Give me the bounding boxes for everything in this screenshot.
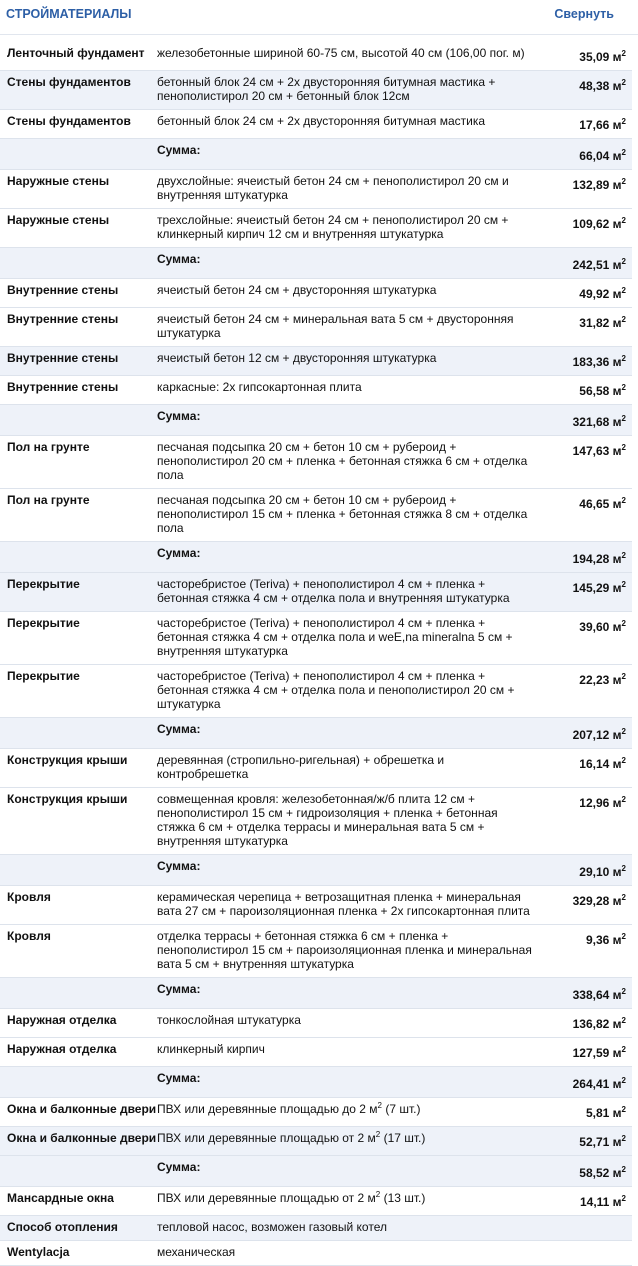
sum-value	[538, 855, 632, 886]
unit-exponent: 2	[621, 1016, 626, 1025]
unit-exponent: 2	[621, 795, 626, 804]
row-area-value	[538, 1127, 632, 1156]
area-value-text: 35,09 м	[579, 50, 622, 64]
row-description	[157, 1009, 538, 1038]
row-description	[157, 1187, 538, 1216]
description-text: песчаная подсыпка 20 см + бетон 10 см + рубероид + пенополистирол 20 см + пленка + бетонная стяжка 6 см + отделка пола	[157, 440, 528, 482]
row-area-value	[538, 489, 632, 542]
table-row	[0, 612, 632, 665]
description-text: Сумма:	[157, 409, 201, 423]
unit-exponent: 2	[621, 257, 626, 266]
row-description	[157, 436, 538, 489]
row-description	[157, 170, 538, 209]
description-text: Сумма:	[157, 546, 201, 560]
materials-table	[0, 42, 632, 1266]
unit-exponent: 2	[621, 216, 626, 225]
row-category: Ленточный фундамент	[0, 42, 157, 71]
sum-label	[157, 978, 538, 1009]
sum-value	[538, 1067, 632, 1098]
row-category: Окна и балконные двери	[0, 1098, 157, 1127]
area-value-text: 321,68 м	[572, 415, 622, 429]
row-area-value	[538, 209, 632, 248]
row-area-value	[538, 749, 632, 788]
sum-value	[538, 1156, 632, 1187]
row-category: Конструкция крыши	[0, 749, 157, 788]
unit-exponent: 2	[621, 354, 626, 363]
table-row	[0, 788, 632, 855]
row-category: Внутренние стены	[0, 347, 157, 376]
unit-exponent: 2	[621, 932, 626, 941]
table-row	[0, 886, 632, 925]
unit-exponent: 2	[621, 148, 626, 157]
row-area-value	[538, 573, 632, 612]
table-row	[0, 71, 632, 110]
sum-row	[0, 1156, 632, 1187]
row-category: Внутренние стены	[0, 376, 157, 405]
description-text: песчаная подсыпка 20 см + бетон 10 см + рубероид + пенополистирол 15 см + пленка + бетонная стяжка 8 см + отделка пола	[157, 493, 528, 535]
sum-row	[0, 1067, 632, 1098]
unit-exponent: 2	[621, 1076, 626, 1085]
row-category: Кровля	[0, 886, 157, 925]
table-row	[0, 42, 632, 71]
row-category: Перекрытие	[0, 665, 157, 718]
row-category	[0, 405, 157, 436]
table-row	[0, 1038, 632, 1067]
row-category: Внутренние стены	[0, 308, 157, 347]
unit-exponent: 2	[621, 414, 626, 423]
area-value-text: 264,41 м	[572, 1077, 622, 1091]
area-value-text: 52,71 м	[579, 1135, 622, 1149]
description-text: бетонный блок 24 см + 2х двусторонняя битумная мастика + пенополистирол 20 см + бетонный блок 12см	[157, 75, 496, 103]
row-category: Наружная отделка	[0, 1038, 157, 1067]
unit-exponent: 2	[621, 49, 626, 58]
row-description	[157, 1098, 538, 1127]
area-value-text: 58,52 м	[579, 1166, 622, 1180]
area-value-text: 49,92 м	[579, 287, 622, 301]
table-row	[0, 1187, 632, 1216]
description-text: бетонный блок 24 см + 2х двусторонняя битумная мастика	[157, 114, 486, 128]
table-row	[0, 1009, 632, 1038]
row-category: Внутренние стены	[0, 279, 157, 308]
description-text: ПВХ или деревянные площадью до 2 м	[157, 1102, 378, 1116]
table-row	[0, 1127, 632, 1156]
row-area-value	[538, 886, 632, 925]
description-text: железобетонные шириной 60-75 см, высотой 40 см (106,00 пог. м)	[157, 46, 525, 60]
description-text: ячеистый бетон 24 см + минеральная вата 5 см + двусторонняя штукатурка	[157, 312, 514, 340]
description-count: (13 шт.)	[380, 1191, 426, 1205]
row-category: Стены фундаментов	[0, 71, 157, 110]
description-text: механическая	[157, 1245, 236, 1259]
row-category: Стены фундаментов	[0, 110, 157, 139]
unit-exponent: 2	[621, 1045, 626, 1054]
sum-label	[157, 1156, 538, 1187]
row-area-value	[538, 665, 632, 718]
description-text: ячеистый бетон 12 см + двусторонняя штукатурка	[157, 351, 437, 365]
area-value-text: 14,11 м	[579, 1195, 622, 1209]
description-count: (17 шт.)	[380, 1131, 426, 1145]
sum-value	[538, 248, 632, 279]
sum-row	[0, 855, 632, 886]
area-value-text: 66,04 м	[579, 149, 622, 163]
unit-exponent: 2	[621, 672, 626, 681]
collapse-link[interactable]: Свернуть	[554, 7, 614, 21]
row-description	[157, 886, 538, 925]
row-area-value	[538, 1241, 632, 1266]
description-text: ПВХ или деревянные площадью от 2 м	[157, 1131, 376, 1145]
row-description	[157, 110, 538, 139]
row-category: Конструкция крыши	[0, 788, 157, 855]
unit-exponent: 2	[621, 383, 626, 392]
row-description	[157, 347, 538, 376]
unit-exponent: 2	[621, 286, 626, 295]
unit-exponent: 2	[621, 117, 626, 126]
table-row	[0, 925, 632, 978]
row-area-value	[538, 279, 632, 308]
row-category: Наружные стены	[0, 209, 157, 248]
row-category: Пол на грунте	[0, 436, 157, 489]
table-row	[0, 573, 632, 612]
sum-value	[538, 718, 632, 749]
unit-exponent: 2	[621, 756, 626, 765]
description-text: деревянная (стропильно-ригельная) + обрешетка и контробрешетка	[157, 753, 445, 781]
area-value-text: 145,29 м	[572, 581, 622, 595]
unit-exponent: 2	[621, 315, 626, 324]
area-value-text: 46,65 м	[579, 497, 622, 511]
row-category: Wentylacja	[0, 1241, 157, 1266]
sum-row	[0, 718, 632, 749]
sum-value	[538, 978, 632, 1009]
description-text: тепловой насос, возможен газовый котел	[157, 1220, 387, 1234]
area-value-text: 127,59 м	[572, 1046, 622, 1060]
row-area-value	[538, 110, 632, 139]
row-area-value	[538, 925, 632, 978]
row-area-value	[538, 170, 632, 209]
sum-row	[0, 542, 632, 573]
area-value-text: 16,14 м	[579, 757, 622, 771]
row-category: Окна и балконные двери	[0, 1127, 157, 1156]
row-description	[157, 1216, 538, 1241]
row-area-value	[538, 1098, 632, 1127]
area-value-text: 12,96 м	[579, 796, 622, 810]
description-text: часторебристое (Teriva) + пенополистирол 4 см + пленка + бетонная стяжка 4 см + отделка пола и пенополистирол 20 см + штукатурка	[157, 669, 515, 711]
area-value-text: 338,64 м	[572, 988, 622, 1002]
row-category: Наружные стены	[0, 170, 157, 209]
row-category: Способ отопления	[0, 1216, 157, 1241]
description-text: отделка террасы + бетонная стяжка 6 см + пленка + пенополистирол 15 см + пароизоляционная пленка и минеральная вата 5 см + внутренняя штукатурка	[157, 929, 532, 971]
row-description	[157, 489, 538, 542]
description-exponent: 2	[375, 1130, 381, 1139]
unit-exponent: 2	[621, 496, 626, 505]
area-value-text: 9,36 м	[585, 933, 622, 947]
description-text: ПВХ или деревянные площадью от 2 м	[157, 1191, 376, 1205]
row-area-value	[538, 376, 632, 405]
description-text: керамическая черепица + ветрозащитная пленка + минеральная вата 27 см + пароизоляционная пленка + 2х гипсокартонная плита	[157, 890, 530, 918]
sum-value	[538, 139, 632, 170]
row-area-value	[538, 1038, 632, 1067]
row-description	[157, 42, 538, 71]
row-area-value	[538, 436, 632, 489]
area-value-text: 39,60 м	[579, 620, 622, 634]
row-category	[0, 248, 157, 279]
row-description	[157, 209, 538, 248]
area-value-text: 29,10 м	[579, 865, 622, 879]
table-row	[0, 749, 632, 788]
row-area-value	[538, 308, 632, 347]
row-category: Перекрытие	[0, 573, 157, 612]
description-text: Сумма:	[157, 1071, 201, 1085]
unit-exponent: 2	[621, 1194, 626, 1203]
table-row	[0, 279, 632, 308]
row-category: Кровля	[0, 925, 157, 978]
sum-row	[0, 978, 632, 1009]
table-row	[0, 436, 632, 489]
row-description	[157, 71, 538, 110]
row-description	[157, 749, 538, 788]
area-value-text: 31,82 м	[579, 316, 622, 330]
row-category	[0, 1156, 157, 1187]
description-text: Сумма:	[157, 982, 201, 996]
description-text: трехслойные: ячеистый бетон 24 см + пенополистирол 20 см + клинкерный кирпич 12 см и внутренняя штукатурка	[157, 213, 509, 241]
sum-value	[538, 542, 632, 573]
row-description	[157, 665, 538, 718]
description-exponent: 2	[375, 1190, 381, 1199]
section-title: СТРОЙМАТЕРИАЛЫ	[6, 7, 132, 21]
table-row	[0, 308, 632, 347]
row-description	[157, 612, 538, 665]
section-header	[0, 0, 638, 35]
description-text: каркасные: 2х гипсокартонная плита	[157, 380, 362, 394]
area-value-text: 194,28 м	[572, 552, 622, 566]
unit-exponent: 2	[621, 727, 626, 736]
description-text: двухслойные: ячеистый бетон 24 см + пенополистирол 20 см и внутренняя штукатурка	[157, 174, 509, 202]
table-row	[0, 1098, 632, 1127]
unit-exponent: 2	[621, 1134, 626, 1143]
area-value-text: 183,36 м	[572, 355, 622, 369]
area-value-text: 132,89 м	[572, 178, 622, 192]
description-text: Сумма:	[157, 143, 201, 157]
row-category	[0, 718, 157, 749]
description-exponent: 2	[377, 1101, 382, 1110]
description-text: тонкослойная штукатурка	[157, 1013, 301, 1027]
area-value-text: 5,81 м	[585, 1106, 622, 1120]
sum-label	[157, 718, 538, 749]
unit-exponent: 2	[621, 987, 626, 996]
row-description	[157, 279, 538, 308]
area-value-text: 109,62 м	[572, 217, 622, 231]
row-description	[157, 573, 538, 612]
sum-row	[0, 139, 632, 170]
area-value-text: 242,51 м	[572, 258, 622, 272]
unit-exponent: 2	[621, 1165, 626, 1174]
row-area-value	[538, 1216, 632, 1241]
description-text: Сумма:	[157, 1160, 201, 1174]
unit-exponent: 2	[621, 78, 626, 87]
row-description	[157, 1241, 538, 1266]
unit-exponent: 2	[621, 580, 626, 589]
description-text: Сумма:	[157, 859, 201, 873]
row-area-value	[538, 612, 632, 665]
sum-label	[157, 1067, 538, 1098]
area-value-text: 207,12 м	[572, 728, 622, 742]
description-text: ячеистый бетон 24 см + двусторонняя штукатурка	[157, 283, 437, 297]
row-category: Перекрытие	[0, 612, 157, 665]
unit-exponent: 2	[621, 1105, 626, 1114]
row-category	[0, 1067, 157, 1098]
unit-exponent: 2	[621, 864, 626, 873]
row-description	[157, 925, 538, 978]
sum-label	[157, 405, 538, 436]
table-row	[0, 489, 632, 542]
area-value-text: 17,66 м	[579, 118, 622, 132]
sum-label	[157, 542, 538, 573]
sum-label	[157, 855, 538, 886]
description-text: совмещенная кровля: железобетонная/ж/б плита 12 см + пенополистирол 15 см + гидроизоляция + пленка + бетонная стяжка 6 см + отделка террасы и минеральная вата 5 см + внутренняя штукатурка	[157, 792, 498, 848]
row-description	[157, 308, 538, 347]
sum-row	[0, 248, 632, 279]
table-row	[0, 376, 632, 405]
area-value-text: 48,38 м	[579, 79, 622, 93]
table-row	[0, 1241, 632, 1266]
row-description	[157, 1038, 538, 1067]
unit-exponent: 2	[621, 893, 626, 902]
area-value-text: 136,82 м	[572, 1017, 622, 1031]
sum-value	[538, 405, 632, 436]
row-area-value	[538, 1009, 632, 1038]
row-category	[0, 139, 157, 170]
row-category: Пол на грунте	[0, 489, 157, 542]
row-area-value	[538, 71, 632, 110]
row-category	[0, 978, 157, 1009]
row-area-value	[538, 788, 632, 855]
row-category: Мансардные окна	[0, 1187, 157, 1216]
description-text: Сумма:	[157, 252, 201, 266]
row-description	[157, 1127, 538, 1156]
description-text: Сумма:	[157, 722, 201, 736]
description-count: (7 шт.)	[382, 1102, 421, 1116]
unit-exponent: 2	[621, 177, 626, 186]
row-category	[0, 855, 157, 886]
row-category: Наружная отделка	[0, 1009, 157, 1038]
table-row	[0, 110, 632, 139]
table-row	[0, 1216, 632, 1241]
unit-exponent: 2	[621, 551, 626, 560]
table-row	[0, 347, 632, 376]
row-area-value	[538, 42, 632, 71]
table-row	[0, 665, 632, 718]
area-value-text: 56,58 м	[579, 384, 622, 398]
unit-exponent: 2	[621, 619, 626, 628]
table-row	[0, 209, 632, 248]
row-description	[157, 788, 538, 855]
area-value-text: 147,63 м	[572, 444, 622, 458]
row-category	[0, 542, 157, 573]
sum-row	[0, 405, 632, 436]
area-value-text: 329,28 м	[572, 894, 622, 908]
unit-exponent: 2	[621, 443, 626, 452]
row-area-value	[538, 1187, 632, 1216]
description-text: часторебристое (Teriva) + пенополистирол 4 см + пленка + бетонная стяжка 4 см + отделка пола и внутренняя штукатурка	[157, 577, 510, 605]
sum-label	[157, 248, 538, 279]
area-value-text: 22,23 м	[579, 673, 622, 687]
row-description	[157, 376, 538, 405]
table-row	[0, 170, 632, 209]
row-area-value	[538, 347, 632, 376]
description-text: клинкерный кирпич	[157, 1042, 265, 1056]
sum-label	[157, 139, 538, 170]
description-text: часторебристое (Teriva) + пенополистирол 4 см + пленка + бетонная стяжка 4 см + отделка пола и weE,na mineralna 5 см + внутренняя штукатурка	[157, 616, 513, 658]
